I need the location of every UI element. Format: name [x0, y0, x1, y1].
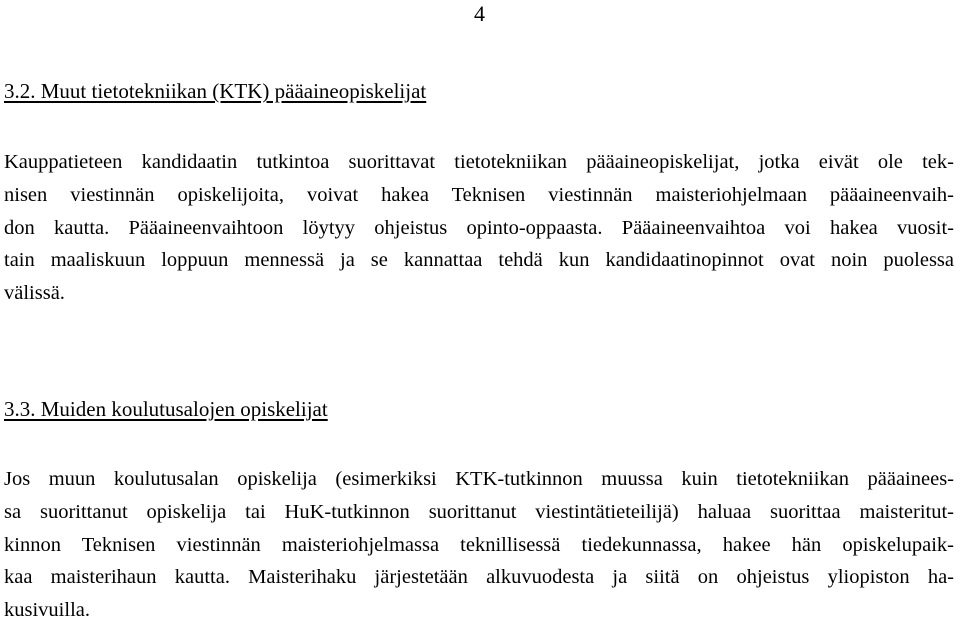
paragraph-line: don kautta. Pääaineenvaihtoon löytyy ohjeistus opinto-oppaasta. Pääaineenvaihtoa voi hakea vuosit-	[4, 216, 954, 239]
paragraph-line: sa suorittanut opiskelija tai HuK-tutkinnon suorittanut viestintätieteilijä) haluaa suorittaa maisteritut-	[4, 500, 954, 523]
section-3-2-paragraph	[4, 146, 954, 310]
paragraph-line: Jos muun koulutusalan opiskelija (esimerkiksi KTK-tutkinnon muussa kuin tietotekniikan pääainees-	[4, 468, 954, 490]
section-heading-3-3: 3.3. Muiden koulutusalojen opiskelijat	[4, 397, 328, 421]
paragraph-line: välissä.	[4, 282, 65, 305]
paragraph-line: kaa maisterihaun kautta. Maisterihaku järjestetään alkuvuodesta ja siitä on ohjeistus yliopiston ha-	[4, 566, 954, 589]
paragraph-line: Kauppatieteen kandidaatin tutkintoa suorittavat tietotekniikan pääaineopiskelijat, jotka eivät ole tek-	[4, 151, 954, 173]
page-number: 4	[474, 1, 485, 26]
section-3-3-paragraph	[4, 463, 954, 627]
section-heading-3-2: 3.2. Muut tietotekniikan (KTK) pääaineopiskelijat	[4, 79, 427, 103]
paragraph-line: kusivuilla.	[4, 599, 90, 622]
paragraph-line: nisen viestinnän opiskelijoita, voivat hakea Teknisen viestinnän maisteriohjelmaan pääaineenvaih-	[4, 183, 954, 206]
paragraph-line: tain maaliskuun loppuun mennessä ja se kannattaa tehdä kun kandidaatinopinnot ovat noin puolessa	[4, 249, 954, 272]
paragraph-line: kinnon Teknisen viestinnän maisteriohjelmassa teknillisessä tiedekunnassa, hakee hän opiskelupaik-	[4, 533, 954, 556]
